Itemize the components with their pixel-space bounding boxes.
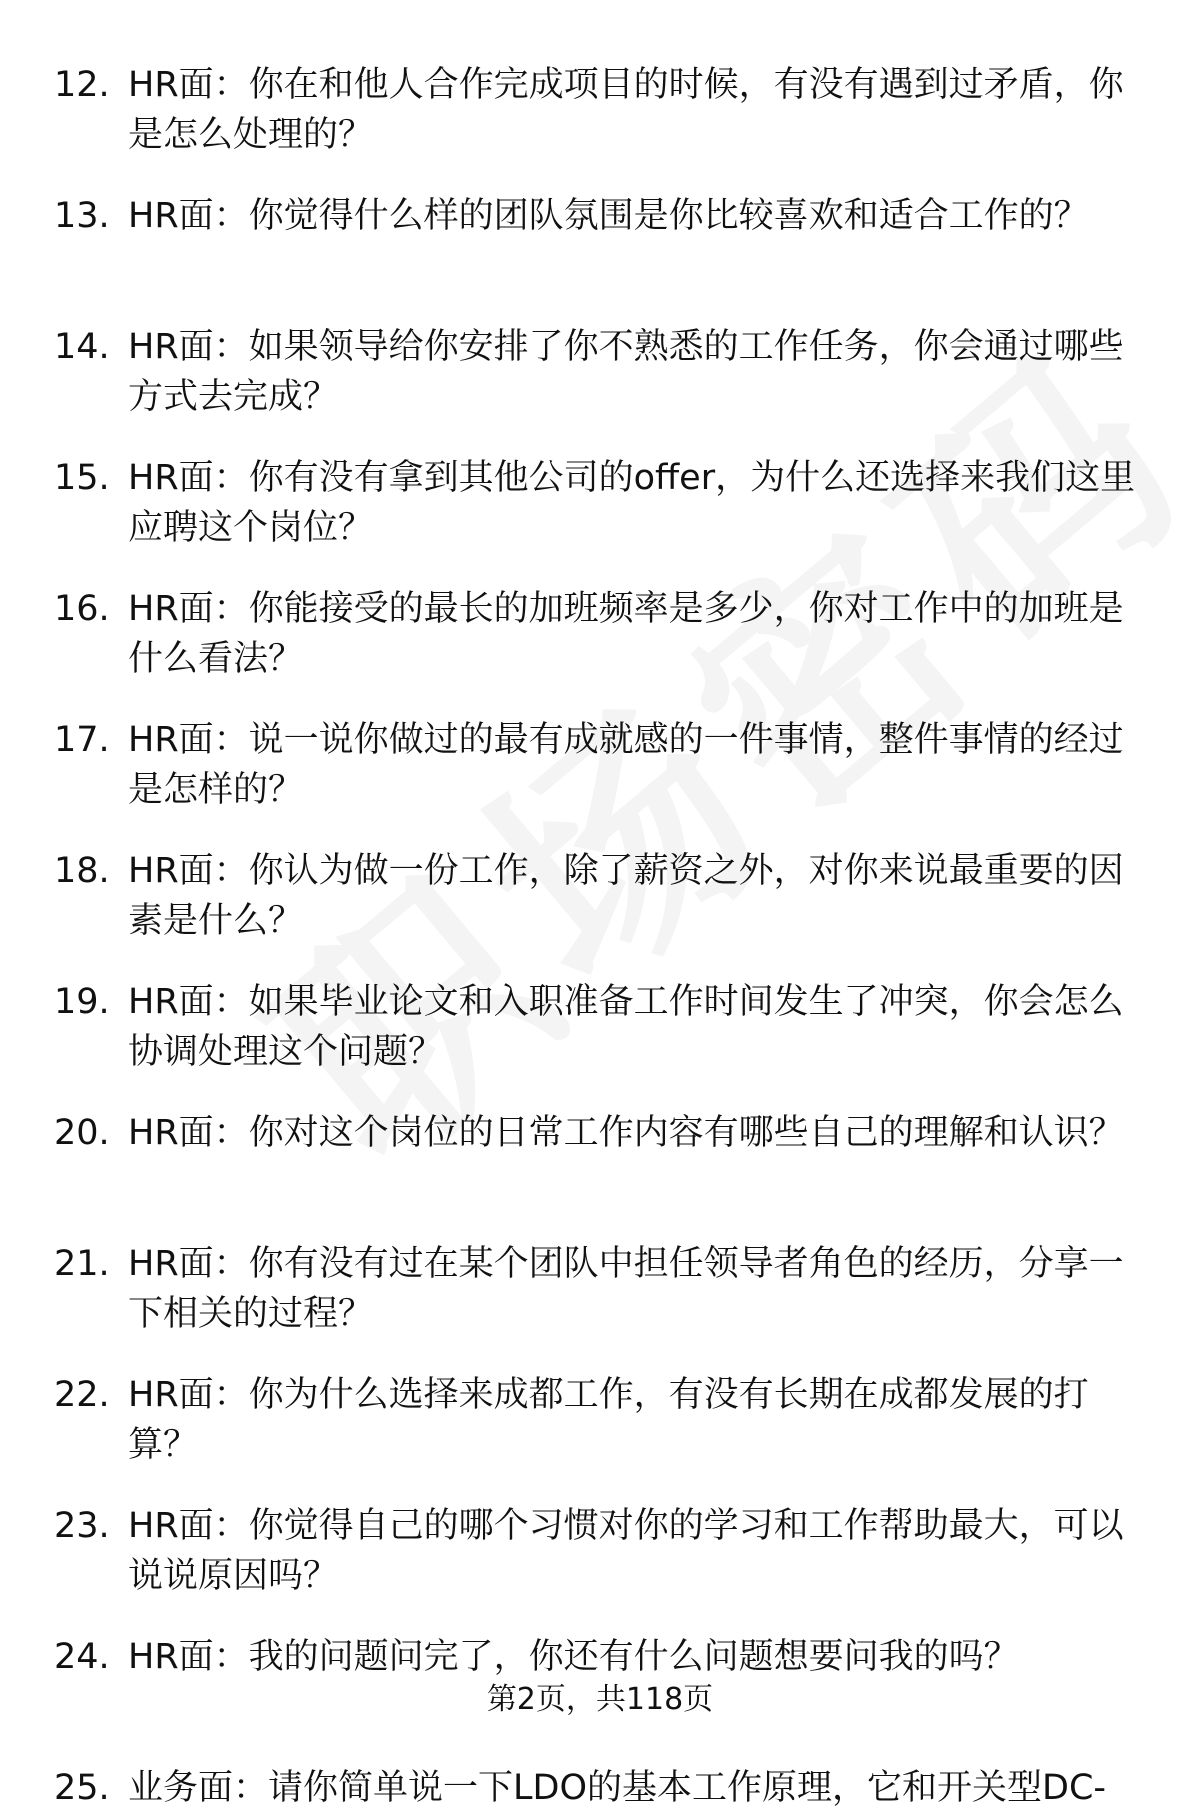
list-item — [0, 715, 1200, 815]
question-number: 13. — [54, 196, 110, 236]
question-text: HR面：你觉得自己的哪个习惯对你的学习和工作帮助最大，可以说说原因吗？ — [128, 1506, 1124, 1596]
list-item — [0, 1239, 1200, 1339]
list-item — [0, 584, 1200, 684]
question-number: 14. — [54, 327, 110, 367]
question-text: HR面：你为什么选择来成都工作，有没有长期在成都发展的打算？ — [128, 1375, 1089, 1465]
question-number: 23. — [54, 1506, 110, 1546]
question-number: 24. — [54, 1637, 110, 1677]
question-text: HR面：说一说你做过的最有成就感的一件事情，整件事情的经过是怎样的？ — [128, 720, 1124, 810]
list-item — [0, 1108, 1200, 1158]
list-item — [0, 846, 1200, 946]
question-number: 20. — [54, 1113, 110, 1153]
question-number: 16. — [54, 589, 110, 629]
question-text: HR面：如果领导给你安排了你不熟悉的工作任务，你会通过哪些方式去完成？ — [128, 327, 1124, 417]
list-item — [0, 322, 1200, 422]
question-text: HR面：你在和他人合作完成项目的时候，有没有遇到过矛盾，你是怎么处理的？ — [128, 65, 1124, 155]
page-footer: 第2页，共118页 — [486, 1682, 714, 1717]
question-number: 17. — [54, 720, 110, 760]
list-item — [0, 453, 1200, 553]
question-text: HR面：你觉得什么样的团队氛围是你比较喜欢和适合工作的？ — [128, 196, 1089, 236]
list-item — [0, 1370, 1200, 1470]
list-item — [0, 60, 1200, 160]
list-item — [0, 1501, 1200, 1601]
question-text: HR面：你能接受的最长的加班频率是多少，你对工作中的加班是什么看法？ — [128, 589, 1124, 679]
question-number: 22. — [54, 1375, 110, 1415]
list-item — [0, 1632, 1200, 1682]
list-item — [0, 191, 1200, 241]
question-list — [0, 60, 1200, 1813]
question-number: 12. — [54, 65, 110, 105]
question-text: HR面：你认为做一份工作，除了薪资之外，对你来说最重要的因素是什么？ — [128, 851, 1124, 941]
question-text: HR面：如果毕业论文和入职准备工作时间发生了冲突，你会怎么协调处理这个问题？ — [128, 982, 1124, 1072]
question-text: HR面：我的问题问完了，你还有什么问题想要问我的吗？ — [128, 1637, 1019, 1677]
list-item — [0, 1763, 1200, 1813]
list-item — [0, 977, 1200, 1077]
question-text: HR面：你有没有过在某个团队中担任领导者角色的经历，分享一下相关的过程？ — [128, 1244, 1124, 1334]
question-text: 业务面：请你简单说一下LDO的基本工作原理，它和开关型DC- — [128, 1768, 1107, 1808]
question-number: 25. — [54, 1768, 110, 1808]
question-text: HR面：你对这个岗位的日常工作内容有哪些自己的理解和认识？ — [128, 1113, 1124, 1153]
question-number: 19. — [54, 982, 110, 1022]
question-number: 21. — [54, 1244, 110, 1284]
question-number: 18. — [54, 851, 110, 891]
question-text: HR面：你有没有拿到其他公司的offer，为什么还选择来我们这里应聘这个岗位？ — [128, 458, 1136, 548]
question-number: 15. — [54, 458, 110, 498]
